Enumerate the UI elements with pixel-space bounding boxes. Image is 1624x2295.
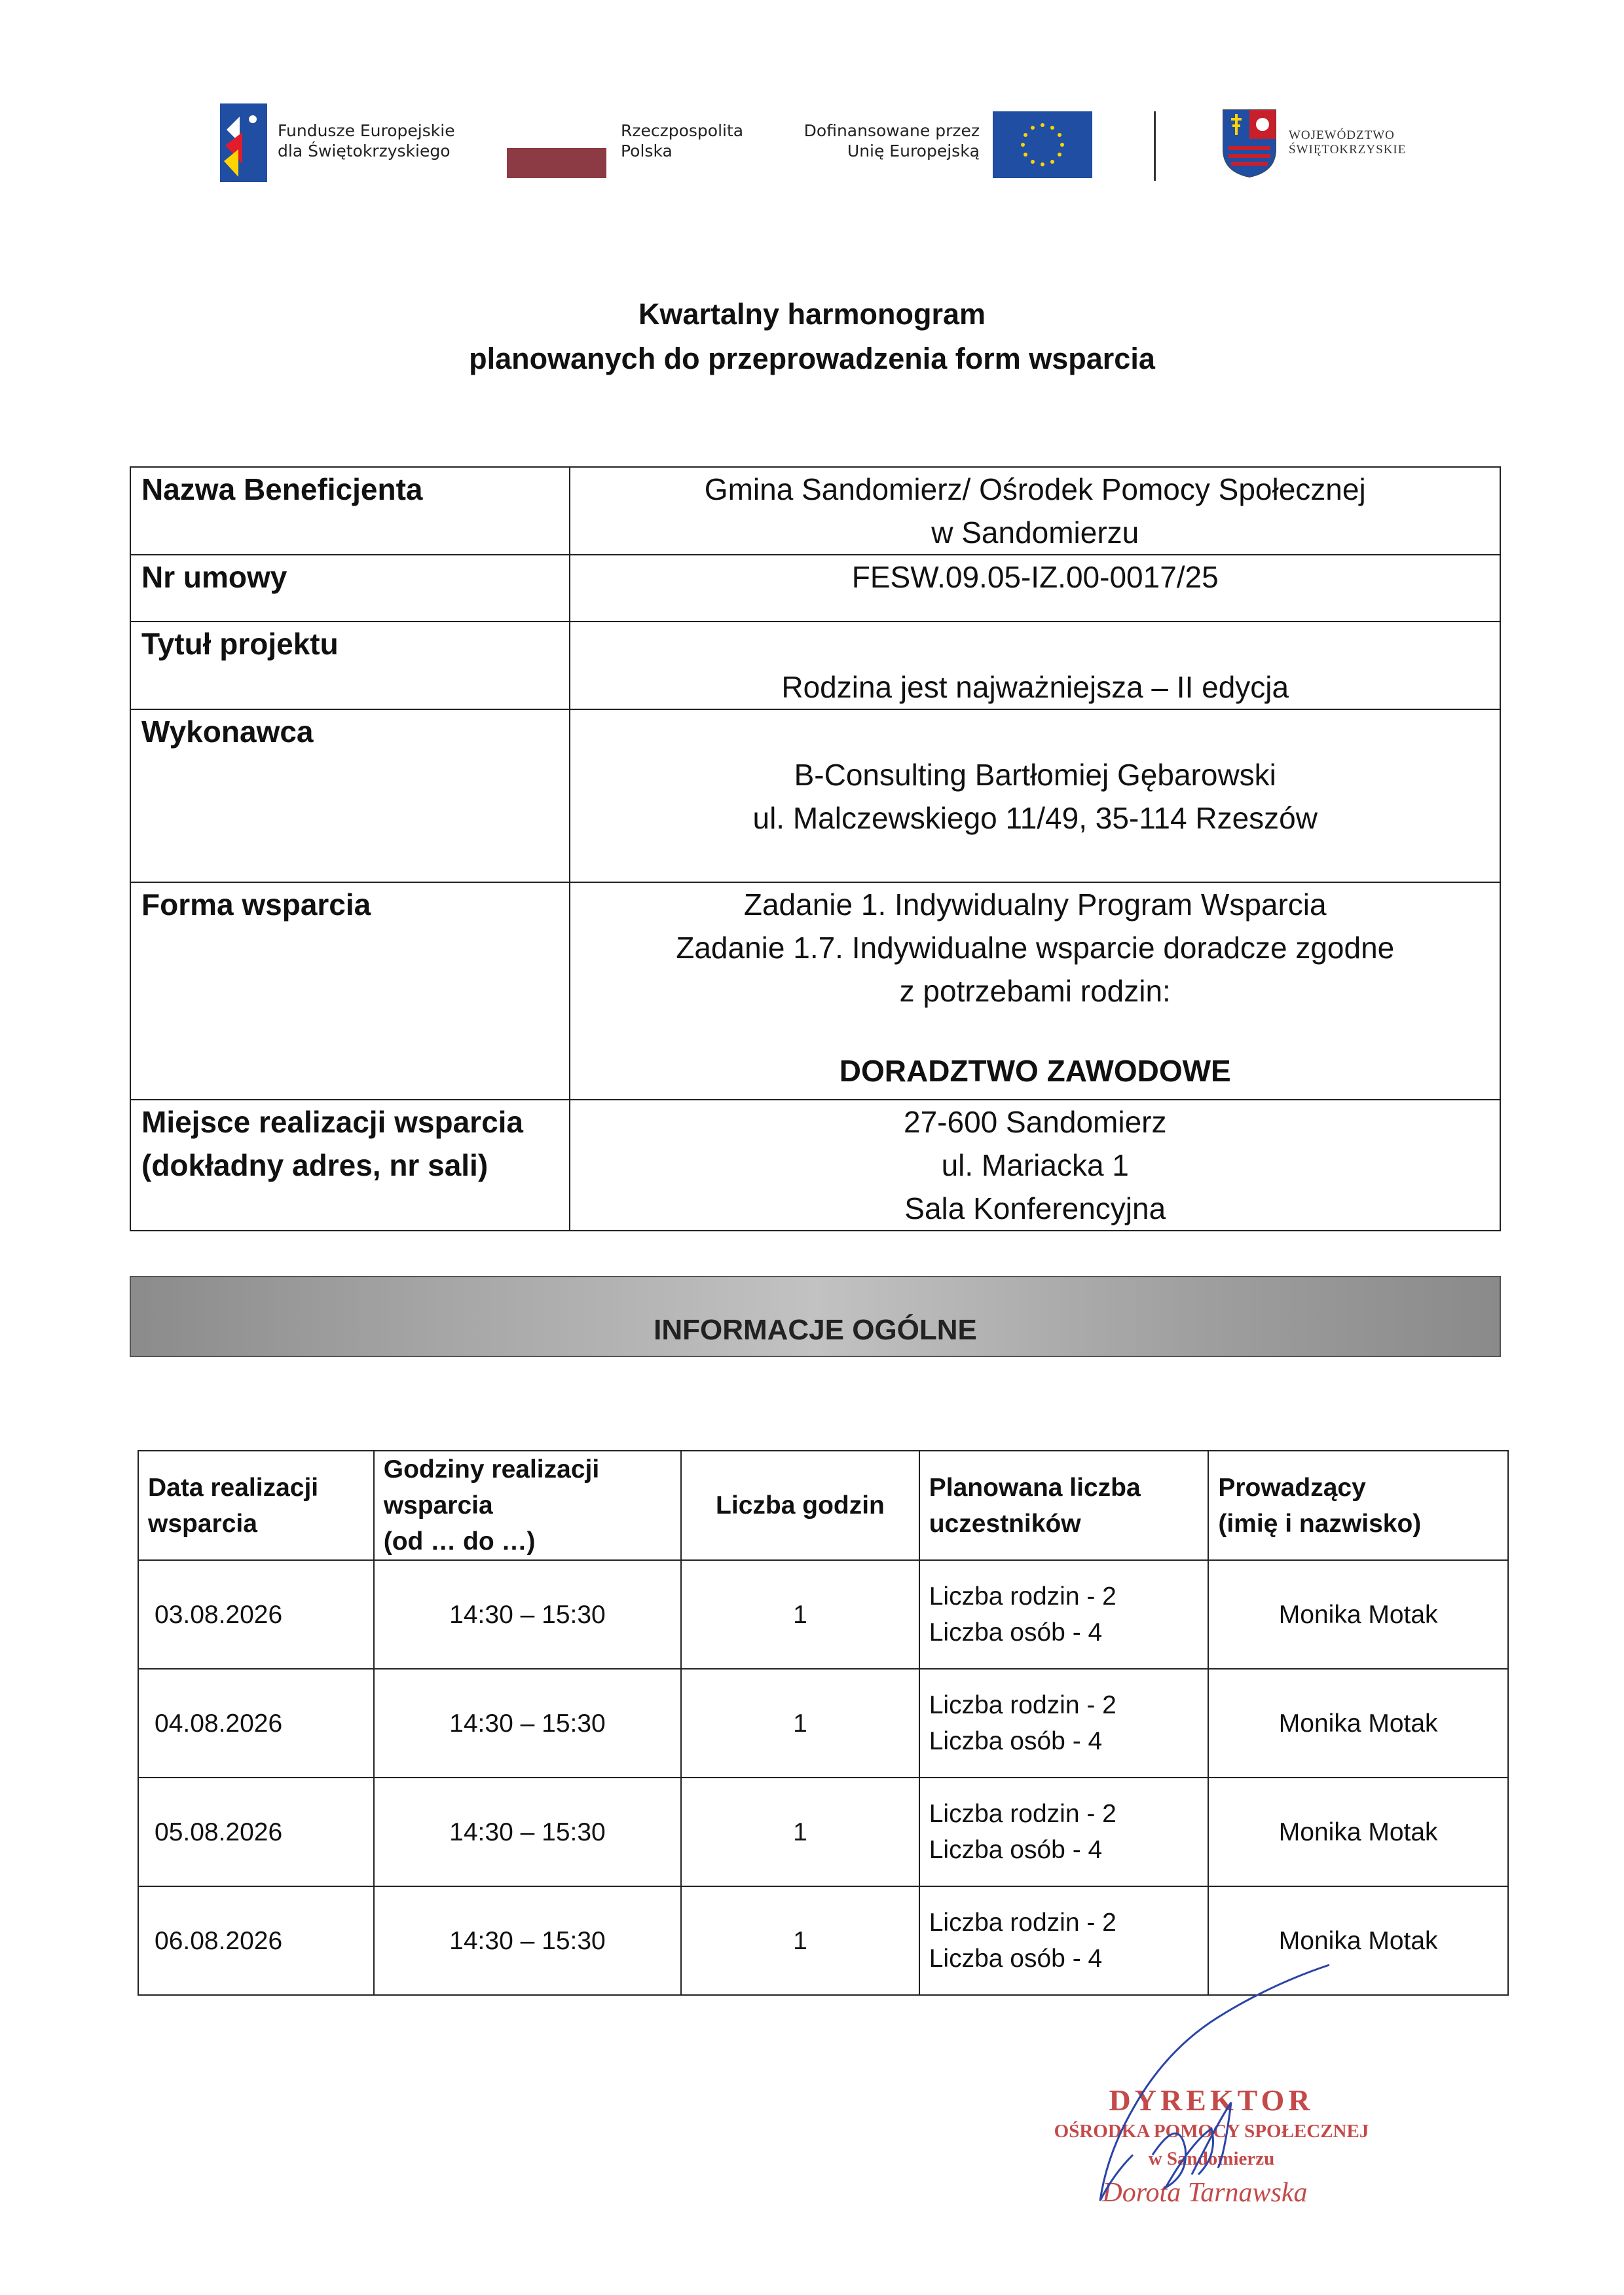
beneficjent-value-line-2: w Sandomierzu (931, 515, 1139, 550)
project-info-table (130, 466, 1501, 1231)
eu-flag-icon (993, 111, 1092, 178)
forma-label: Forma wsparcia (130, 882, 570, 1100)
umowa-label: Nr umowy (130, 555, 570, 622)
tytul-value (570, 622, 1500, 709)
header-prow-line-2: (imię i nazwisko) (1218, 1509, 1422, 1538)
table-row (138, 1560, 1508, 1669)
header-godz-line-3: (od … do …) (383, 1527, 536, 1556)
table-row (138, 1669, 1508, 1778)
info-row-umowa (130, 555, 1500, 622)
info-row-miejsce (130, 1100, 1500, 1231)
row-hours: 14:30 – 15:30 (374, 1886, 681, 1995)
row-person: Monika Motak (1208, 1886, 1508, 1995)
miejsce-value-line-2: ul. Mariacka 1 (941, 1148, 1129, 1182)
row-plan (919, 1560, 1209, 1669)
wykonawca-label: Wykonawca (130, 709, 570, 882)
row-plan-persons: Liczba osób - 4 (929, 1727, 1103, 1755)
swietokrzyskie-crest-icon (1222, 109, 1277, 178)
row-count: 1 (681, 1560, 919, 1669)
header-liczba-godzin: Liczba godzin (681, 1451, 919, 1560)
row-date: 03.08.2026 (138, 1560, 374, 1669)
ws-logo-text-2: ŚWIĘTOKRZYSKIE (1289, 143, 1407, 157)
forma-value-line-1: Zadanie 1. Indywidualny Program Wsparcia (743, 887, 1327, 922)
row-count: 1 (681, 1886, 919, 1995)
wykonawca-value-line-2: ul. Malczewskiego 11/49, 35-114 Rzeszów (752, 801, 1318, 835)
forma-value-line-2: Zadanie 1.7. Indywidualne wsparcie doradcze zgodne (676, 931, 1395, 965)
tytul-value-text: Rodzina jest najważniejsza – II edycja (781, 670, 1289, 704)
row-plan-families: Liczba rodzin - 2 (929, 1800, 1116, 1828)
info-row-tytul (130, 622, 1500, 709)
row-person: Monika Motak (1208, 1669, 1508, 1778)
row-person: Monika Motak (1208, 1778, 1508, 1886)
wykonawca-value-line-1: B-Consulting Bartłomiej Gębarowski (794, 758, 1276, 792)
row-person: Monika Motak (1208, 1560, 1508, 1669)
ws-logo-text-1: WOJEWÓDZTWO (1289, 128, 1395, 142)
fe-logo-text-1: Fundusze Europejskie (278, 121, 455, 140)
wykonawca-value (570, 709, 1500, 882)
beneficjent-label: Nazwa Beneficjenta (130, 467, 570, 555)
stamp-line-1: DYREKTOR (1109, 2083, 1314, 2117)
stamp-line-4: Dorota Tarnawska (1102, 2178, 1308, 2208)
section-header-bar (130, 1276, 1501, 1357)
row-plan-persons: Liczba osób - 4 (929, 1836, 1103, 1864)
beneficjent-value (570, 467, 1500, 555)
section-header-title: INFORMACJE OGÓLNE (654, 1314, 977, 1346)
document-title-line-2: planowanych do przeprowadzenia form wsparcia (469, 342, 1155, 375)
fe-logo-text-2: dla Świętokrzyskiego (278, 141, 451, 160)
row-plan-families: Liczba rodzin - 2 (929, 1582, 1116, 1611)
header-godz-line-2: wsparcia (383, 1491, 493, 1520)
header-planowana-liczba (919, 1451, 1209, 1560)
beneficjent-value-line-1: Gmina Sandomierz/ Ośrodek Pomocy Społecznej (704, 472, 1366, 506)
polish-flag-icon (507, 118, 606, 178)
document-title-line-1: Kwartalny harmonogram (638, 297, 986, 331)
header-plan-line-1: Planowana liczba (929, 1473, 1141, 1502)
row-count: 1 (681, 1778, 919, 1886)
miejsce-label (130, 1100, 570, 1231)
info-row-forma (130, 882, 1500, 1100)
row-hours: 14:30 – 15:30 (374, 1778, 681, 1886)
stamp-line-3: w Sandomierzu (1148, 2148, 1275, 2169)
row-plan-persons: Liczba osób - 4 (929, 1618, 1103, 1647)
handwritten-signature (1022, 1958, 1349, 2233)
eu-logo-text-2: Unię Europejską (847, 141, 980, 160)
info-row-wykonawca (130, 709, 1500, 882)
miejsce-label-line-2: (dokładny adres, nr sali) (141, 1148, 489, 1182)
rp-logo-text-2: Polska (621, 141, 673, 160)
table-row (138, 1778, 1508, 1886)
header-prow-line-1: Prowadzący (1218, 1473, 1366, 1502)
row-hours: 14:30 – 15:30 (374, 1669, 681, 1778)
row-plan-families: Liczba rodzin - 2 (929, 1909, 1116, 1937)
header-data-realizacji (138, 1451, 374, 1560)
header-godziny-realizacji (374, 1451, 681, 1560)
umowa-value: FESW.09.05-IZ.00-0017/25 (570, 555, 1500, 622)
miejsce-value-line-3: Sala Konferencyjna (904, 1191, 1166, 1225)
row-date: 06.08.2026 (138, 1886, 374, 1995)
logo-divider (1154, 111, 1156, 181)
row-count: 1 (681, 1669, 919, 1778)
forma-value-line-3: z potrzebami rodzin: (899, 974, 1171, 1008)
miejsce-value (570, 1100, 1500, 1231)
eu-logo-text-1: Dofinansowane przez (803, 121, 980, 140)
header-data-line-1: Data realizacji (148, 1473, 319, 1502)
forma-value-line-4: DORADZTWO ZAWODOWE (839, 1054, 1231, 1088)
miejsce-value-line-1: 27-600 Sandomierz (904, 1105, 1167, 1139)
forma-value (570, 882, 1500, 1100)
row-plan-families: Liczba rodzin - 2 (929, 1691, 1116, 1719)
row-plan (919, 1778, 1209, 1886)
header-plan-line-2: uczestników (929, 1509, 1081, 1538)
tytul-label: Tytuł projektu (130, 622, 570, 709)
schedule-table (138, 1450, 1509, 1996)
schedule-header-row (138, 1451, 1508, 1560)
row-plan (919, 1669, 1209, 1778)
header-godz-line-1: Godziny realizacji (383, 1455, 600, 1483)
rp-logo-text-1: Rzeczpospolita (621, 121, 744, 140)
row-date: 05.08.2026 (138, 1778, 374, 1886)
row-date: 04.08.2026 (138, 1669, 374, 1778)
miejsce-label-line-1: Miejsce realizacji wsparcia (141, 1105, 524, 1139)
row-hours: 14:30 – 15:30 (374, 1560, 681, 1669)
fundusze-europejskie-logo (220, 103, 267, 182)
info-row-beneficjent (130, 467, 1500, 555)
header-prowadzacy (1208, 1451, 1508, 1560)
stamp-line-2: OŚRODKA POMOCY SPOŁECZNEJ (1054, 2121, 1369, 2142)
header-data-line-2: wsparcia (148, 1509, 257, 1538)
row-plan-persons: Liczba osób - 4 (929, 1945, 1103, 1973)
